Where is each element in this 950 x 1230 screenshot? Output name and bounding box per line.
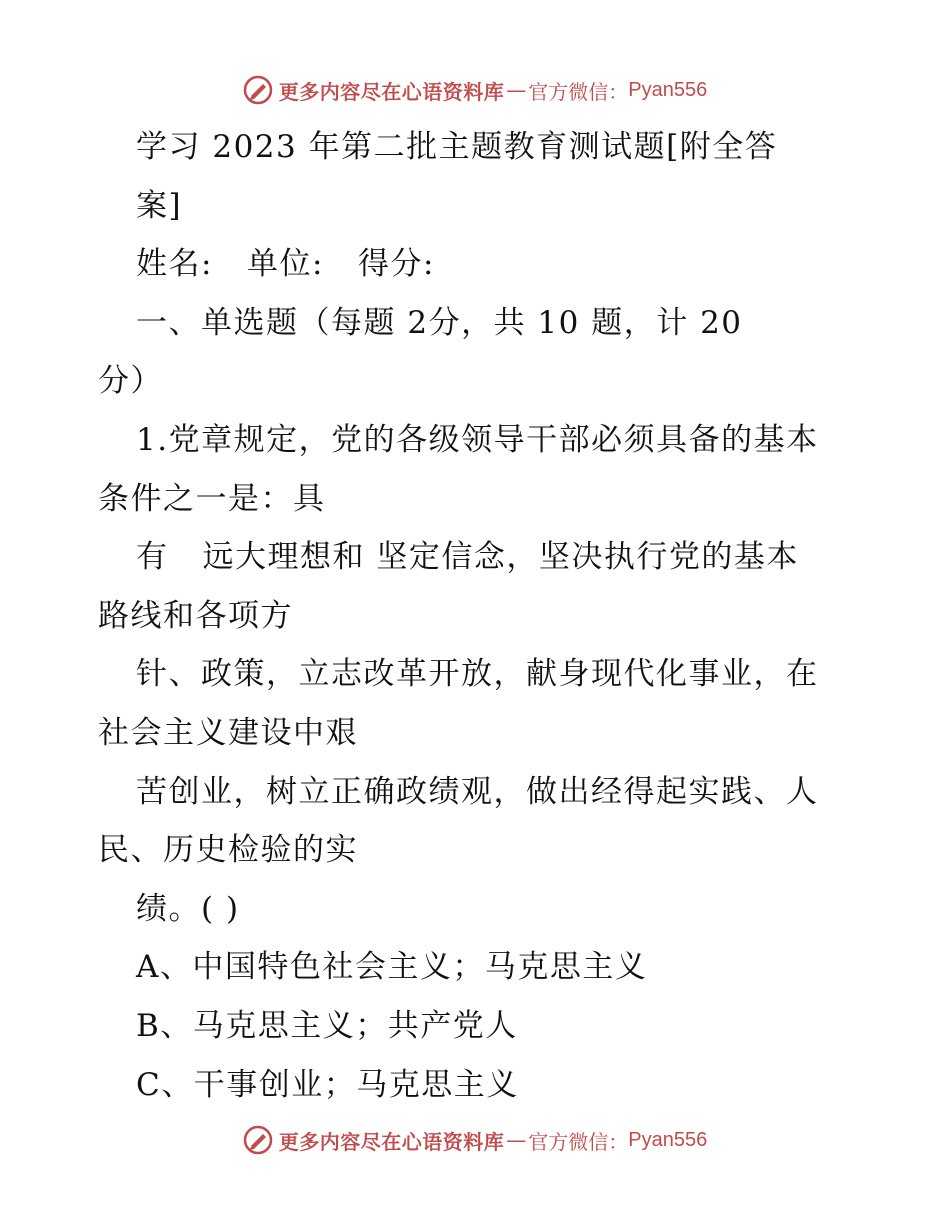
question-text-line: 社会主义建设中艰	[98, 714, 358, 751]
watermark-wechat-id: Pyan556	[628, 1128, 708, 1151]
answer-option-a: A、中国特色社会主义；马克思主义	[136, 949, 648, 986]
answer-option-b: B、马克思主义；共产党人	[136, 1007, 518, 1044]
watermark-wechat-label: 官方微信：	[528, 1129, 629, 1154]
watermark-separator: —	[506, 1128, 527, 1152]
document-title-line-2: 案]	[136, 187, 183, 224]
question-text-line: 路线和各项方	[98, 597, 293, 634]
question-text-line: 苦创业，树立正确政绩观，做出经得起实践、人	[136, 773, 819, 810]
library-logo-icon	[243, 75, 273, 105]
watermark-wechat-label: 官方微信：	[528, 79, 629, 104]
question-text-line: 绩。( )	[136, 890, 240, 927]
header-fields: 姓名: 单位: 得分:	[136, 246, 435, 283]
watermark-separator: —	[506, 78, 527, 102]
watermark-banner-top	[0, 70, 950, 110]
document-title-line-1: 学习 2023 年第二批主题教育测试题[附全答	[136, 129, 778, 165]
library-logo-icon	[243, 1125, 273, 1155]
watermark-wechat-id: Pyan556	[628, 78, 708, 101]
question-text-line: 1.党章规定，党的各级领导干部必须具备的基本	[136, 421, 819, 458]
section-heading-line-2: 分）	[98, 363, 163, 400]
watermark-promo-text: 更多内容尽在心语资料库	[278, 79, 505, 104]
question-text-line: 条件之一是：具	[98, 480, 326, 517]
section-heading-line-1: 一、单选题（每题 2分，共 10 题，计 20	[136, 304, 743, 341]
document-body	[98, 118, 858, 1114]
question-text-line: 针、政策，立志改革开放，献身现代化事业，在	[136, 656, 819, 693]
answer-option-c: C、干事创业；马克思主义	[136, 1066, 519, 1103]
question-text-line: 有 远大理想和 坚定信念，坚决执行党的基本	[136, 539, 799, 576]
watermark-promo-text: 更多内容尽在心语资料库	[278, 1129, 505, 1154]
watermark-banner-bottom	[0, 1120, 950, 1160]
question-text-line: 民、历史检验的实	[98, 832, 358, 869]
